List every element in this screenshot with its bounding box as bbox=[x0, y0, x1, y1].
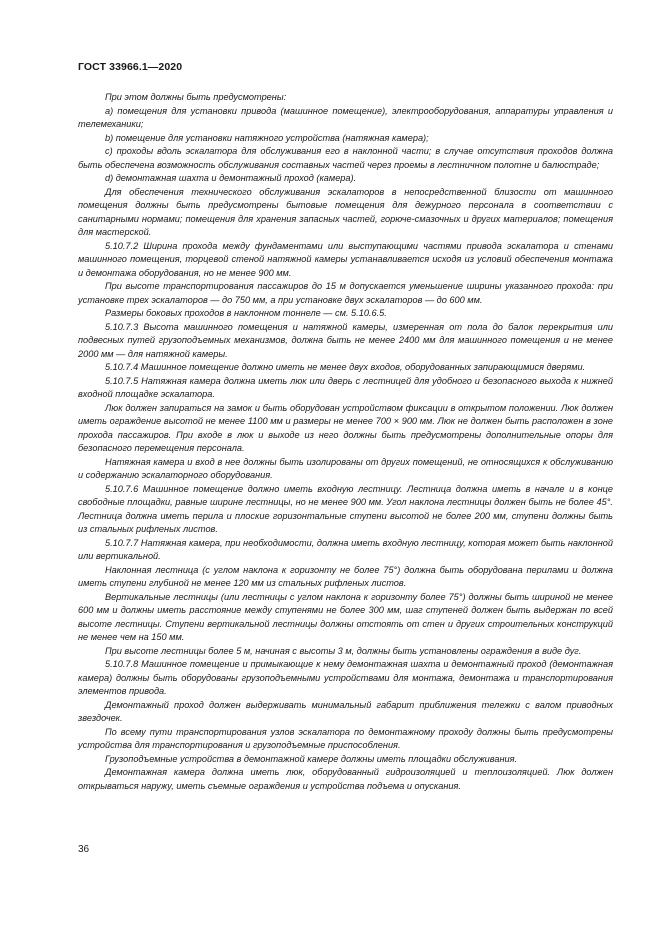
paragraph: 5.10.7.7 Натяжная камера, при необходимости, должна иметь входную лестницу, которая может быть наклонной или вертикальной. bbox=[78, 537, 613, 561]
paragraph: Натяжная камера и вход в нее должны быть изолированы от других помещений, не относящихся к обслуживанию и содержанию эскалаторного оборудования. bbox=[78, 456, 613, 480]
standard-id-header: ГОСТ 33966.1—2020 bbox=[78, 61, 183, 73]
paragraph: Грузоподъемные устройства в демонтажной камере должны иметь площадки обслуживания. bbox=[105, 753, 518, 764]
paragraph: При высоте лестницы более 5 м, начиная с высоты 3 м, должны быть установлены ограждения в виде дуг. bbox=[105, 645, 582, 656]
paragraph: c) проходы вдоль эскалатора для обслуживания его в наклонной части; в случае отсутствия проходов должна быть обеспечена возможность обслуживания составных частей через проемы в лестничном полотне и балюстраде; bbox=[78, 146, 613, 170]
paragraph: d) демонтажная шахта и демонтажный проход (камера). bbox=[105, 173, 357, 183]
paragraph: Демонтажный проход должен выдерживать минимальный габарит приближения тележки с валом приводных звездочек. bbox=[78, 699, 613, 723]
paragraph: а) помещения для установки привода (машинное помещение), электрооборудования, аппаратуры управления и телемеханики; bbox=[78, 105, 613, 129]
paragraph: 5.10.7.3 Высота машинного помещения и натяжной камеры, измеренная от пола до балок перекрытия или подвесных путей грузоподъемных механизмов, должна быть не менее 2400 мм для машинного помещения и не менее 2000 мм — для натяжной камеры. bbox=[78, 321, 613, 359]
document-body bbox=[78, 91, 613, 793]
paragraph: 5.10.7.8 Машинное помещение и примыкающие к нему демонтажная шахта и демонтажный проход (демонтажная камера) должны быть оборудованы грузоподъемными устройствами для монтажа, демонтажа и транспортирования элементов привода. bbox=[78, 659, 613, 696]
page-number: 36 bbox=[78, 844, 90, 855]
paragraph: При высоте транспортирования пассажиров до 15 м допускается уменьшение ширины указанного прохода: при установке трех эскалаторов — до 750 мм, а при установке двух эскалаторов — до 600 мм. bbox=[78, 281, 613, 305]
paragraph: 5.10.7.6 Машинное помещение должно иметь входную лестницу. Лестница должна иметь в начале и в конце свободные площадки, равные ширине лестницы, но не менее 900 мм. Угол наклона лестницы должен быть не более 45°. Лестница должна иметь перила и плоские горизонтальные ступени высотой не более 200 мм, ступени должны быть из стальных рифленых листов. bbox=[78, 483, 613, 534]
paragraph: Размеры боковых проходов в наклонном тоннеле — см. 5.10.6.5. bbox=[105, 308, 387, 318]
paragraph: b) помещение для установки натяжного устройства (натяжная камера); bbox=[105, 132, 429, 143]
paragraph: 5.10.7.4 Машинное помещение должно иметь не менее двух входов, оборудованных запирающимися дверями. bbox=[105, 362, 586, 372]
paragraph: Демонтажная камера должна иметь люк, оборудованный гидроизоляцией и теплоизоляцией. Люк должен открываться наружу, иметь съемные ограждения и устройства подъема и опускания. bbox=[78, 767, 613, 791]
paragraph: 5.10.7.5 Натяжная камера должна иметь люк или дверь с лестницей для удобного и безопасного выхода к нижней входной площадке эскалатора. bbox=[78, 375, 613, 399]
paragraph: Вертикальные лестницы (или лестницы с углом наклона к горизонту более 75°) должны быть шириной не менее 600 мм и должны иметь расстояние между ступенями не более 300 мм, шаг ступеней должен быть выдержан по всей высоте лестницы. Ступени вертикальной лестницы должны отстоять от стен и других строительных конструкций не менее чем на 150 мм. bbox=[78, 591, 613, 642]
paragraph: Наклонная лестница (с углом наклона к горизонту не более 75°) должна быть оборудована перилами и должна иметь ступени глубиной не менее 120 мм из стальных рифленых листов. bbox=[78, 564, 613, 588]
paragraph: По всему пути транспортирования узлов эскалатора по демонтажному проходу должны быть предусмотрены устройства для транспортирования и грузоподъемные приспособления. bbox=[78, 726, 613, 750]
paragraph: При этом должны быть предусмотрены: bbox=[105, 92, 287, 102]
paragraph: Для обеспечения технического обслуживания эскалаторов в непосредственной близости от машинного помещения должны быть предусмотрены бытовые помещения для дежурного персонала в соответствии с санитарными нормами; помещения для хранения запасных частей, горюче-смазочных и других материалов; помещения для мастерской. bbox=[78, 186, 613, 237]
paragraph: 5.10.7.2 Ширина прохода между фундаментами или выступающими частями привода эскалатора и стенами машинного помещения, торцевой стеной натяжной камеры устанавливается исходя из условий обеспечения монтажа и демонтажа оборудования, но не менее 900 мм. bbox=[78, 240, 613, 278]
paragraph: Люк должен запираться на замок и быть оборудован устройством фиксации в открытом положении. Люк должен иметь ограждение высотой не менее 1100 мм и размеры не менее 700 × 900 мм. Люк не должен быть расположен в зоне прохода пассажиров. При входе в люк и выходе из него должны быть предусмотрены дополнительные опоры для безопасного перемещения персонала. bbox=[78, 402, 613, 453]
